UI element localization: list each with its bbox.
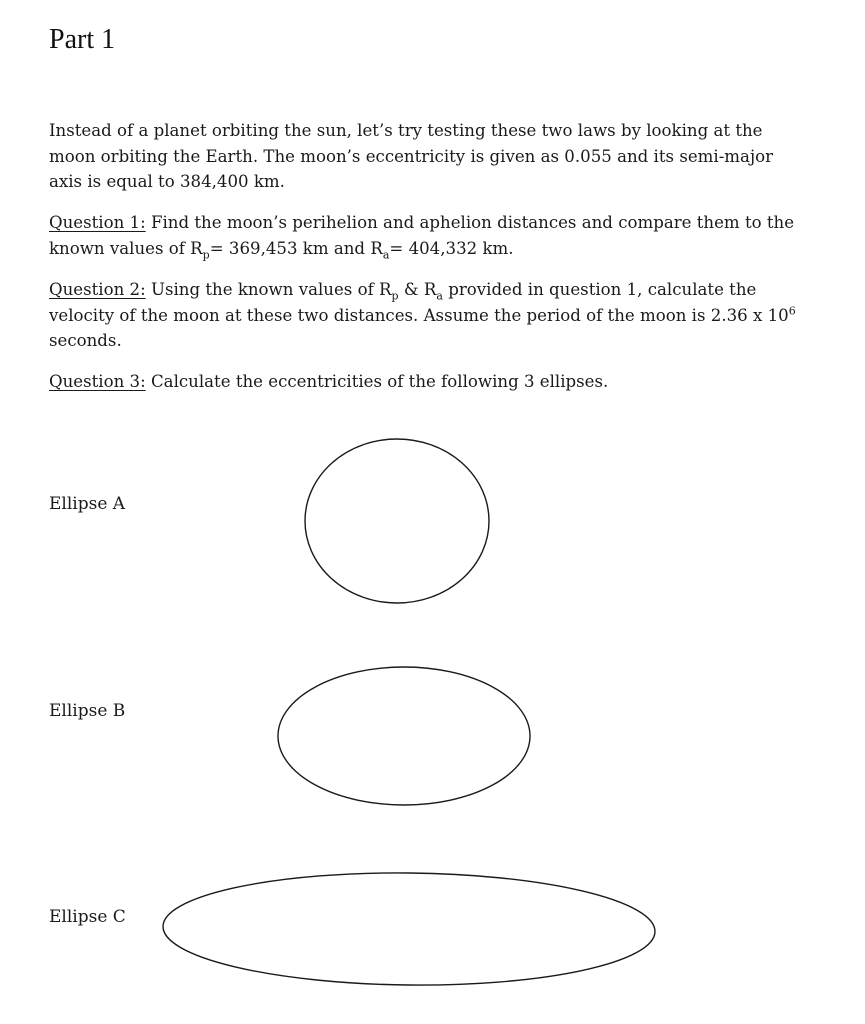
ellipse-b-label: Ellipse B	[49, 701, 126, 721]
question-1-label: Question 1:	[49, 213, 146, 232]
question-3-label: Question 3:	[49, 372, 146, 391]
question-1-text-a: Find the moon’s perihelion and aphelion distances and compare them to the known values of R	[49, 213, 795, 258]
question-2-text-a: Using the known values of R	[145, 280, 392, 299]
page-title: Part 1	[49, 24, 116, 55]
ellipse-a-label: Ellipse A	[49, 494, 126, 514]
question-1-text-c: = 404,332 km.	[389, 238, 514, 258]
question-2-text-d: seconds.	[49, 331, 122, 350]
question-1-sub-a: a	[382, 247, 390, 261]
question-2-text-c: provided in question 1, calculate the velocity of the moon at these two distances. Assume the period of the moon is 2.36 x 10	[49, 280, 789, 325]
question-2-exponent: 6	[788, 303, 796, 317]
question-2-sub-p: p	[391, 289, 399, 303]
question-1-sub-p: p	[202, 247, 210, 261]
question-1-text-b: = 369,453 km and R	[209, 238, 383, 258]
ellipse-a	[305, 439, 489, 603]
question-3-text: Calculate the eccentricities of the following 3 ellipses.	[145, 372, 609, 391]
question-2-sub-a: a	[436, 289, 443, 303]
ellipse-c-label: Ellipse C	[49, 907, 126, 927]
ellipse-c	[162, 870, 655, 987]
intro-paragraph: Instead of a planet orbiting the sun, let’s try testing these two laws by looking at the moon orbiting the Earth. The moon’s eccentricity is given as 0.055 and its semi-major axis is equal to 384,400 km.	[49, 121, 774, 191]
ellipse-b	[278, 667, 530, 805]
question-2-label: Question 2:	[49, 280, 146, 299]
question-2-text-b: & R	[398, 280, 437, 299]
